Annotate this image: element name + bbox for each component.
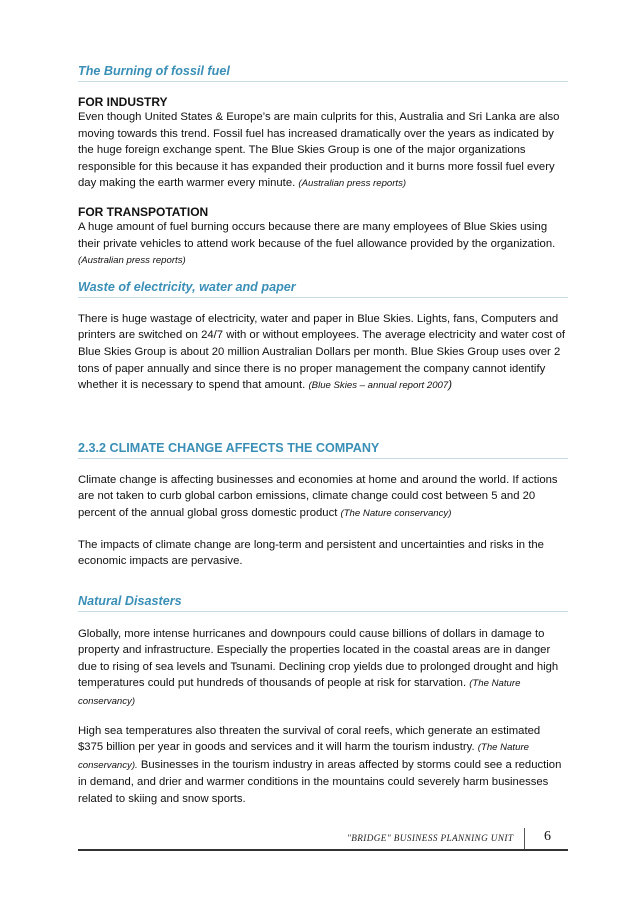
subheading-for-transportation: FOR TRANSPOTATION bbox=[78, 204, 209, 219]
paragraph-climate-1 bbox=[78, 472, 568, 523]
paragraph-disasters-1 bbox=[78, 626, 568, 711]
paragraph-transportation bbox=[78, 219, 568, 270]
paragraph-waste bbox=[78, 311, 568, 395]
paragraph-industry bbox=[78, 109, 568, 193]
heading-burning-fossil-fuel: The Burning of fossil fuel bbox=[78, 64, 568, 82]
footer-rule bbox=[78, 849, 568, 851]
page-content bbox=[78, 0, 568, 808]
heading-waste: Waste of electricity, water and paper bbox=[78, 280, 568, 298]
citation: (Australian press reports) bbox=[298, 178, 407, 190]
paragraph-disasters-2-text: High sea temperatures also threaten the survival of coral reefs, which generate an estimated $375 billion per year in goods and services and it will harm the tourism industry. bbox=[78, 724, 541, 754]
paragraph-climate-1-text: Climate change is affecting businesses and economies at home and around the world. If actions are not taken to curb global carbon emissions, climate change could cost between 5 and 20 percent of the annual global gross domestic product bbox=[78, 473, 558, 519]
heading-climate-change: 2.3.2 CLIMATE CHANGE AFFECTS THE COMPANY bbox=[78, 441, 568, 459]
citation: (The Nature conservancy). bbox=[78, 742, 529, 771]
citation: (Australian press reports) bbox=[78, 255, 186, 267]
paragraph-climate-2: The impacts of climate change are long-term and persistent and uncertainties and risks in the economic impacts are pervasive. bbox=[78, 538, 544, 568]
footer-unit-name: "BRIDGE" BUSINESS PLANNING UNIT bbox=[347, 833, 514, 843]
heading-natural-disasters: Natural Disasters bbox=[78, 594, 568, 612]
page-footer bbox=[78, 828, 568, 850]
paragraph-disasters-1-text: Globally, more intense hurricanes and downpours could cause billions of dollars in damage to property and infrastructure. Especially the properties located in the coastal areas are in danger due to rising of sea levels and Tsunami. Declining crop yields due to prolonged drought and high temperatures could put hundreds of thousands of people at risk for starvation. bbox=[78, 627, 559, 690]
paragraph-disasters-2-text-end: Businesses in the tourism industry in areas affected by storms could see a reduction in demand, and drier and warmer conditions in the mountains could severely harm businesses related to skiing and snow sports. bbox=[78, 758, 562, 806]
page-number: 6 bbox=[544, 829, 551, 844]
subheading-for-industry: FOR INDUSTRY bbox=[78, 95, 168, 109]
paragraph-transportation-text: A huge amount of fuel burning occurs because there are many employees of Blue Skies using their private vehicles to attend work because of the fuel allowance provided by the organization. bbox=[78, 220, 556, 250]
citation: (Blue Skies – annual report 2007 bbox=[308, 380, 449, 392]
paragraph-waste-text: There is huge wastage of electricity, water and paper in Blue Skies. Lights, fans, Computers and printers are switched on 24/7 with or without employees. The average electricity and water cost of Blue Skies Group is about 20 million Australian Dollars per month. Blue Skies Group uses over 2 tons of paper annually and since there is no proper management the company cannot identify whether it is necessary to spend that amount. bbox=[78, 312, 566, 392]
paragraph-disasters-2 bbox=[78, 723, 568, 808]
citation: (The Nature conservancy) bbox=[78, 678, 521, 708]
citation: (The Nature conservancy) bbox=[340, 507, 452, 519]
footer-divider bbox=[524, 828, 525, 850]
paragraph-industry-text: Even though United States & Europe’s are main culprits for this, Australia and Sri Lanka are also moving towards this trend. Fossil fuel has increased dramatically over the years as indicated by the huge foreign exchange spent. The Blue Skies Group is one of the major organizations responsible for this because it has expanded their production and it burns more fossil fuel every day making the earth warmer every minute. bbox=[78, 111, 560, 190]
citation-close: ) bbox=[448, 379, 452, 392]
